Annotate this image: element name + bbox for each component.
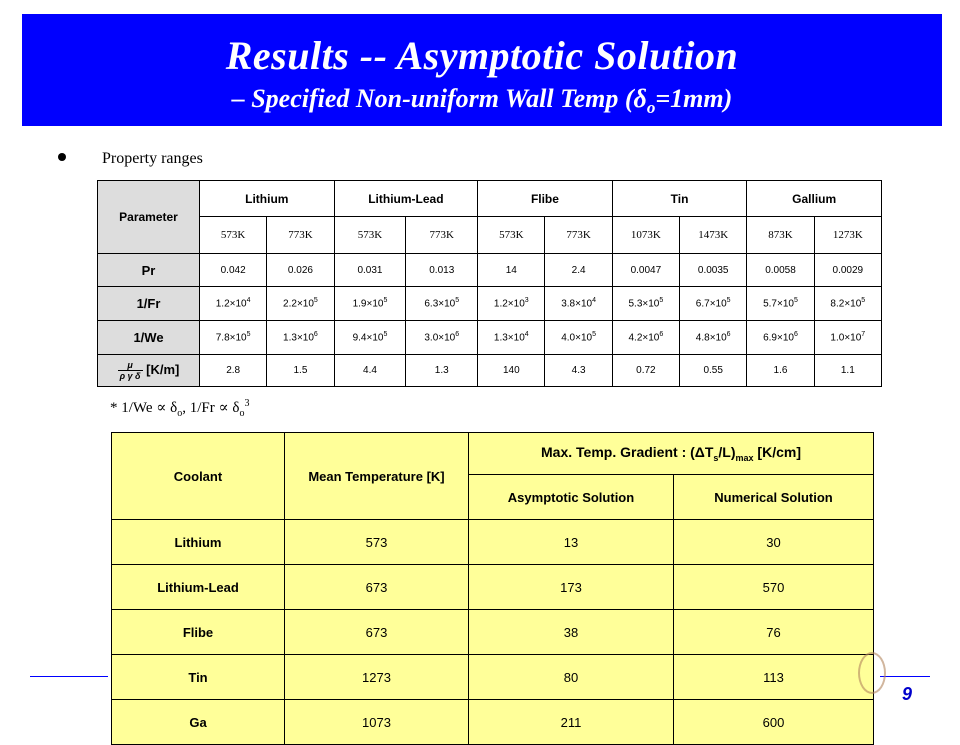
temp-header: 1073K: [612, 217, 679, 254]
table-row: [112, 610, 874, 655]
bullet-text: Property ranges: [102, 150, 203, 167]
cell: $1.2\times 10^3$: [478, 287, 545, 321]
cell: $6.7\times 10^5$: [680, 287, 747, 321]
cell: 0.026: [267, 254, 334, 287]
row-label-we: 1/We: [98, 321, 200, 355]
property-table: [97, 180, 882, 387]
temp-header: 573K: [334, 217, 406, 254]
asym-value: 211: [469, 700, 674, 745]
asym-value: 173: [469, 565, 674, 610]
subtitle-delta: δ: [633, 84, 647, 113]
cell: 0.013: [406, 254, 478, 287]
row-label-mu-ratio: [98, 355, 200, 387]
cell: $1.2\times 10^4$: [200, 287, 267, 321]
cell: 0.0029: [814, 254, 881, 287]
mu-fraction: $\frac{\mu}{\text{ρ γ δ}}$: [119, 360, 141, 381]
gradient-table: [111, 432, 874, 745]
coolant-header: Lithium-Lead: [334, 181, 478, 217]
cell: $4.0\times 10^5$: [545, 321, 612, 355]
col-numerical: Numerical Solution: [674, 475, 874, 520]
asym-value: 38: [469, 610, 674, 655]
mu-unit: [K/m]: [146, 361, 180, 377]
coolant-name: Flibe: [112, 610, 285, 655]
cell: $3.8\times 10^4$: [545, 287, 612, 321]
temp-header: 573K: [478, 217, 545, 254]
cell: 2.8: [200, 355, 267, 387]
slide-subtitle: [22, 84, 942, 118]
cell: 1.5: [267, 355, 334, 387]
cell: $9.4\times 10^5$: [334, 321, 406, 355]
row-mu-ratio: [98, 355, 882, 387]
temp-header: 773K: [545, 217, 612, 254]
table-row: [112, 655, 874, 700]
cell: $7.8\times 10^5$: [200, 321, 267, 355]
cell: 14: [478, 254, 545, 287]
table-row: [112, 700, 874, 745]
cell: $4.2\times 10^6$: [612, 321, 679, 355]
row-pr: [98, 254, 882, 287]
mean-temp: 673: [285, 565, 469, 610]
cell: 0.0035: [680, 254, 747, 287]
num-value: 113: [674, 655, 874, 700]
cell: $6.3\times 10^5$: [406, 287, 478, 321]
subtitle-delta-index: o: [646, 98, 656, 118]
footer-line: [30, 676, 108, 677]
coolant-name: Tin: [112, 655, 285, 700]
row-label-fr: 1/Fr: [98, 287, 200, 321]
footer-line: [880, 676, 930, 677]
subtitle-suffix: =1mm): [655, 84, 733, 113]
col-coolant: Coolant: [112, 433, 285, 520]
cell: 2.4: [545, 254, 612, 287]
cell: $4.8\times 10^6$: [680, 321, 747, 355]
coolant-name: Lithium-Lead: [112, 565, 285, 610]
coolant-header: Flibe: [478, 181, 613, 217]
table-row: [112, 520, 874, 565]
col-max-gradient: Max. Temp. Gradient : $(\Delta T_s/L)_{max}$ [K/cm]: [469, 433, 874, 475]
cell: $3.0\times 10^6$: [406, 321, 478, 355]
cell: $1.9\times 10^5$: [334, 287, 406, 321]
cell: $1.0\times 10^7$: [814, 321, 881, 355]
cell: $5.7\times 10^5$: [747, 287, 814, 321]
coolant-name: Lithium: [112, 520, 285, 565]
cell: 0.72: [612, 355, 679, 387]
num-value: 600: [674, 700, 874, 745]
temp-header: 573K: [200, 217, 267, 254]
bullet-property-ranges: [58, 150, 203, 168]
cell: 0.0058: [747, 254, 814, 287]
mean-temp: 1273: [285, 655, 469, 700]
mean-temp: 673: [285, 610, 469, 655]
num-value: 570: [674, 565, 874, 610]
col-mean-temp: Mean Temperature [K]: [285, 433, 469, 520]
title-bar: [22, 14, 942, 126]
cell: 0.0047: [612, 254, 679, 287]
row-fr: [98, 287, 882, 321]
cell: 1.6: [747, 355, 814, 387]
coolant-header: Gallium: [747, 181, 882, 217]
page-number: 9: [902, 684, 913, 704]
cell: 1.3: [406, 355, 478, 387]
temp-header: 873K: [747, 217, 814, 254]
cell: $8.2\times 10^5$: [814, 287, 881, 321]
cell: $1.3\times 10^6$: [267, 321, 334, 355]
coolant-header: Lithium: [200, 181, 335, 217]
param-header: Parameter: [98, 181, 200, 254]
num-value: 76: [674, 610, 874, 655]
bullet-dot-icon: [58, 153, 66, 161]
cell: $6.9\times 10^6$: [747, 321, 814, 355]
cell: 0.042: [200, 254, 267, 287]
temp-header: 773K: [406, 217, 478, 254]
cell: $2.2\times 10^5$: [267, 287, 334, 321]
cell: 0.55: [680, 355, 747, 387]
temp-header: 773K: [267, 217, 334, 254]
coolant-header: Tin: [612, 181, 747, 217]
coolant-name: Ga: [112, 700, 285, 745]
mean-temp: 573: [285, 520, 469, 565]
mean-temp: 1073: [285, 700, 469, 745]
temp-header: 1473K: [680, 217, 747, 254]
asym-value: 80: [469, 655, 674, 700]
cell: 1.1: [814, 355, 881, 387]
col-asymptotic: Asymptotic Solution: [469, 475, 674, 520]
row-label-pr: Pr: [98, 254, 200, 287]
cell: $1.3\times 10^4$: [478, 321, 545, 355]
cell: 4.4: [334, 355, 406, 387]
num-value: 30: [674, 520, 874, 565]
cell: $5.3\times 10^5$: [612, 287, 679, 321]
university-seal-icon: [858, 652, 886, 694]
cell: 0.031: [334, 254, 406, 287]
cell: 140: [478, 355, 545, 387]
cell: 4.3: [545, 355, 612, 387]
row-we: [98, 321, 882, 355]
slide-title: Results -- Asymptotic Solution: [225, 33, 739, 78]
scaling-note: * $1/We \propto \delta_o$, $1/Fr \propto \delta_o^3$: [110, 398, 250, 419]
asym-value: 13: [469, 520, 674, 565]
temp-header: 1273K: [814, 217, 881, 254]
subtitle-prefix: – Specified Non-uniform Wall Temp (: [231, 84, 634, 113]
table-row: [112, 565, 874, 610]
